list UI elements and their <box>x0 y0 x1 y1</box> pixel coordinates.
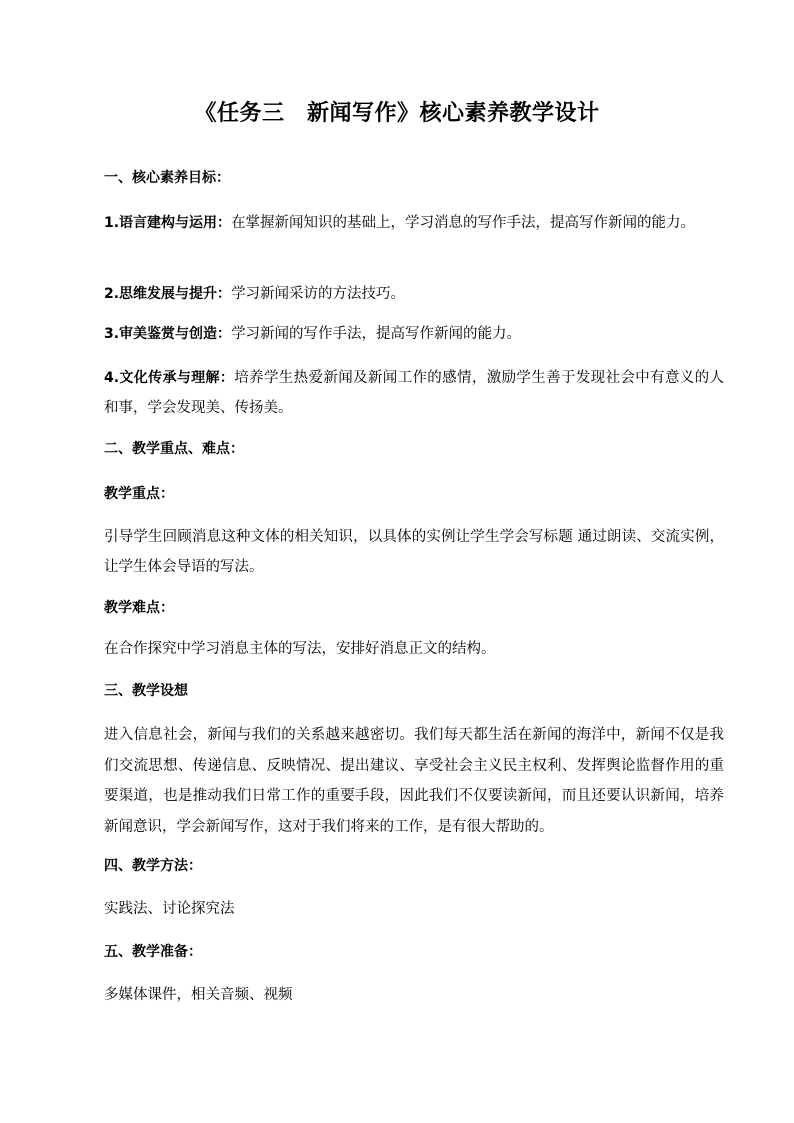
goal-label: 3.审美鉴赏与创造： <box>104 326 232 342</box>
section-heading-methods: 四、教学方法： <box>104 858 202 874</box>
goal-text: 学习新闻的写作手法，提高写作新闻的能力。 <box>231 326 522 342</box>
goal-label: 1.语言建构与运用： <box>104 215 232 231</box>
difficulty-paragraph: 在合作探究中学习消息主体的写法，安排好消息正文的结构。 <box>104 641 496 657</box>
goal-label: 2.思维发展与提升： <box>104 286 232 302</box>
goal-text: 学习新闻采访的方法技巧。 <box>231 286 406 302</box>
goal-item-2 <box>104 279 724 309</box>
design-paragraph: 进入信息社会，新闻与我们的关系越来越密切。我们每天都生活在新闻的海洋中，新闻不仅是我们交流思想、传递信息、反映情况、提出建议、享受社会主义民主权利、发挥舆论监督作用的重要渠道，也是推动我们日常工作的重要手段，因此我们不仅要读新闻，而且还要认识新闻，培养新闻意识，学会新闻写作，这对于我们将来的工作，是有很大帮助的。 <box>104 727 724 835</box>
subheading-difficulty: 教学难点： <box>104 600 174 616</box>
goal-item-4 <box>104 363 724 423</box>
section-heading-goals: 一、核心素养目标： <box>104 170 230 186</box>
focus-paragraph: 引导学生回顾消息这种文体的相关知识，以具体的实例让学生学会写标题 通过朗读、交流实例，让学生体会导语的写法。 <box>104 529 724 575</box>
preparation-paragraph: 多媒体课件，相关音频、视频 <box>104 987 293 1003</box>
subheading-focus: 教学重点： <box>104 486 174 502</box>
page-title: 《任务三 新闻写作》核心素养教学设计 <box>194 101 600 126</box>
methods-paragraph: 实践法、讨论探究法 <box>104 901 235 917</box>
goal-item-3 <box>104 319 724 349</box>
goal-text: 在掌握新闻知识的基础上，学习消息的写作手法，提高写作新闻的能力。 <box>231 215 696 231</box>
section-heading-preparation: 五、教学准备： <box>104 944 202 960</box>
section-heading-design: 三、教学设想 <box>104 683 188 699</box>
goal-item-1 <box>104 208 724 238</box>
goal-label: 4.文化传承与理解： <box>104 370 235 386</box>
section-heading-key-points: 二、教学重点、难点： <box>104 441 244 457</box>
goal-text: 培养学生热爱新闻及新闻工作的感情，激励学生善于发现社会中有意义的人和事，学会发现美、传扬美。 <box>104 370 724 416</box>
